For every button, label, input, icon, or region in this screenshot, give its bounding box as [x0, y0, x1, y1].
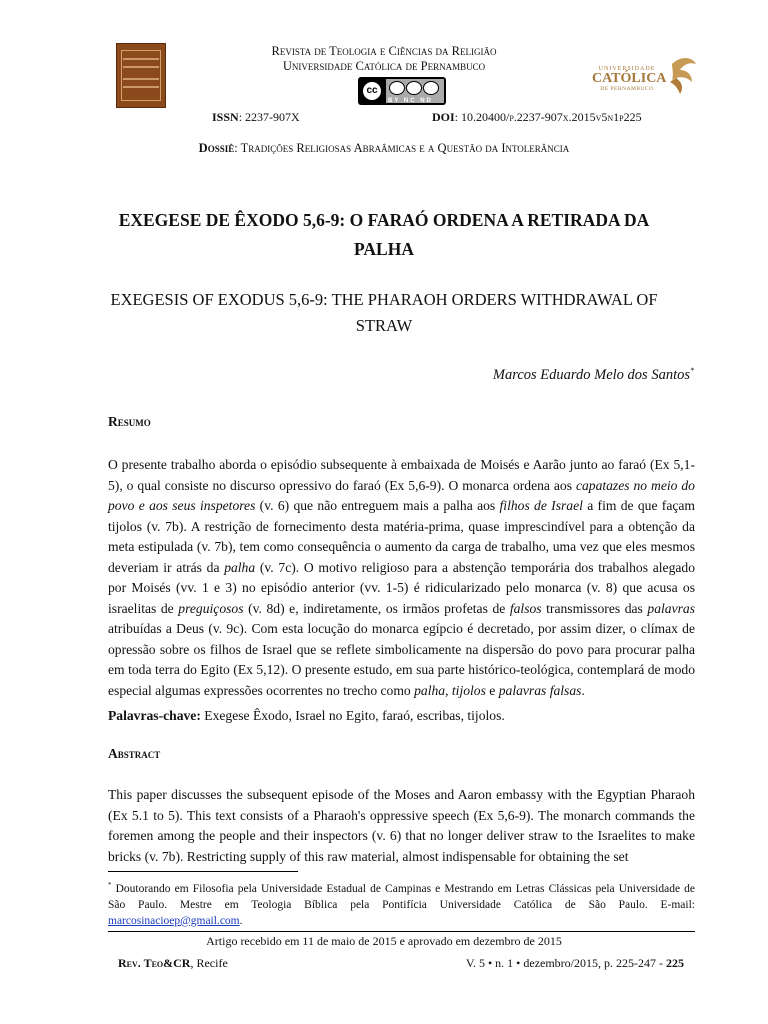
volume-pages: V. 5 • n. 1 • dezembro/2015, p. 225-247 - 225 [465, 956, 684, 970]
university-logo-text: UNIVERSIDADE CATÓLICA DE PERNAMBUCO [592, 66, 667, 92]
resumo-paragraph: O presente trabalho aborda o episódio subsequente à embaixada de Moisés e Aarão junto ao faraó (Ex 5,1-5), o qual consiste no discurso opressivo do faraó (Ex 5,6-9). O monarca ordena aos capatazes no meio do povo e aos seus inspetores (v. 6) que não entreguem mais a palha aos filhos de Israel a fim de que façam tijolos (v. 7b). A restrição de fornecimento desta matéria-prima, quase imprescindível para a obtenção da meta estipulada (v. 7b), tem como consequência o aumento da carga de trabalho, uma vez que eles mesmos deveriam ir atrás da palha (v. 7c). O motivo religioso para a abstenção temporária dos trabalhos alegado por Moisés (vv. 1 e 3) no episódio anterior (vv. 1-5) é ridicularizado pelo monarca (v. 8) que acusa os israelitas de preguiçosos (v. 8d) e, indiretamente, os irmãos profetas de falsos transmissores das palavras atribuídas a Deus (v. 9c). Com esta locução do monarca egípcio é decretado, por assim dizer, o clímax de opressão sobre os filhos de Israel que se reflete simbolicamente na dispersão do povo para procurar palha em toda terra do Egito (Ex 5,12). O presente estudo, em sua parte histórico-teológica, contemplará de modo especial algumas expressões ocorrentes no trecho como palha, tijolos e palavras falsas. [108, 457, 695, 698]
article-title-en: EXEGESIS OF EXODUS 5,6-9: THE PHARAOH ORDERS WITHDRAWAL OF STRAW [110, 290, 658, 335]
university-name: Universidade Católica de Pernambuco [282, 59, 486, 73]
noderivatives-icon [423, 81, 439, 95]
doi: DOI: 10.20400/p.2237-907x.2015v5n1p225 [432, 110, 642, 124]
article-title-pt: EXEGESE DE ÊXODO 5,6-9: O FARAÓ ORDENA A RETIRADA DA PALHA [118, 210, 650, 259]
footnote-divider [108, 871, 298, 872]
received-date: Artigo recebido em 11 de maio de 2015 e aprovado em dezembro de 2015 [206, 934, 562, 948]
keywords: Palavras-chave: Exegese Êxodo, Israel no Egito, faraó, escribas, tijolos. [108, 708, 505, 723]
journal-abbrev: Rev. Teo&CR, Recife [118, 956, 228, 970]
resumo-heading: Resumo [108, 414, 151, 429]
cc-tags: BY NC ND [388, 98, 433, 104]
by-icon [389, 81, 405, 95]
journal-title: Revista de Teologia e Ciências da Religião [271, 44, 497, 58]
noncommercial-icon [406, 81, 422, 95]
author-email-link[interactable]: marcosinacioep@gmail.com [108, 914, 240, 927]
author-name: Marcos Eduardo Melo dos Santos* [492, 366, 694, 383]
footer-divider [108, 931, 695, 932]
dossier-line: Dossiê: Tradições Religiosas Abraâmicas e a Questão da Intolerância [198, 141, 570, 155]
creative-commons-license-badge[interactable] [358, 77, 446, 105]
footnote: * Doutorando em Filosofia pela Universidade Estadual de Campinas e Mestrando em Letras Clássicas pela Universidade de São Paulo. Mestre em Teologia Bíblica pela Pontifícia Universidade Católica de São Paulo. E-mail: marcosinacioep@gmail.com. [108, 881, 695, 927]
page-number: 225 [666, 956, 684, 970]
abstract-heading: Abstract [108, 746, 161, 761]
cc-icon: cc [361, 80, 383, 102]
abstract-paragraph: This paper discusses the subsequent episode of the Moses and Aaron embassy with the Egyptian Pharaoh (Ex 5.1 to 5). This text consists of a Pharaoh's oppressive speech (Ex 5,6-9). The monarch commands the foremen among the people and their inspectors (v. 6) that no longer deliver straw to the Israelites to make bricks (v. 7b). Restricting supply of this raw material, almost indispensable for obtaining the set [108, 787, 695, 864]
issn: ISSN: 2237-907X [212, 110, 300, 124]
